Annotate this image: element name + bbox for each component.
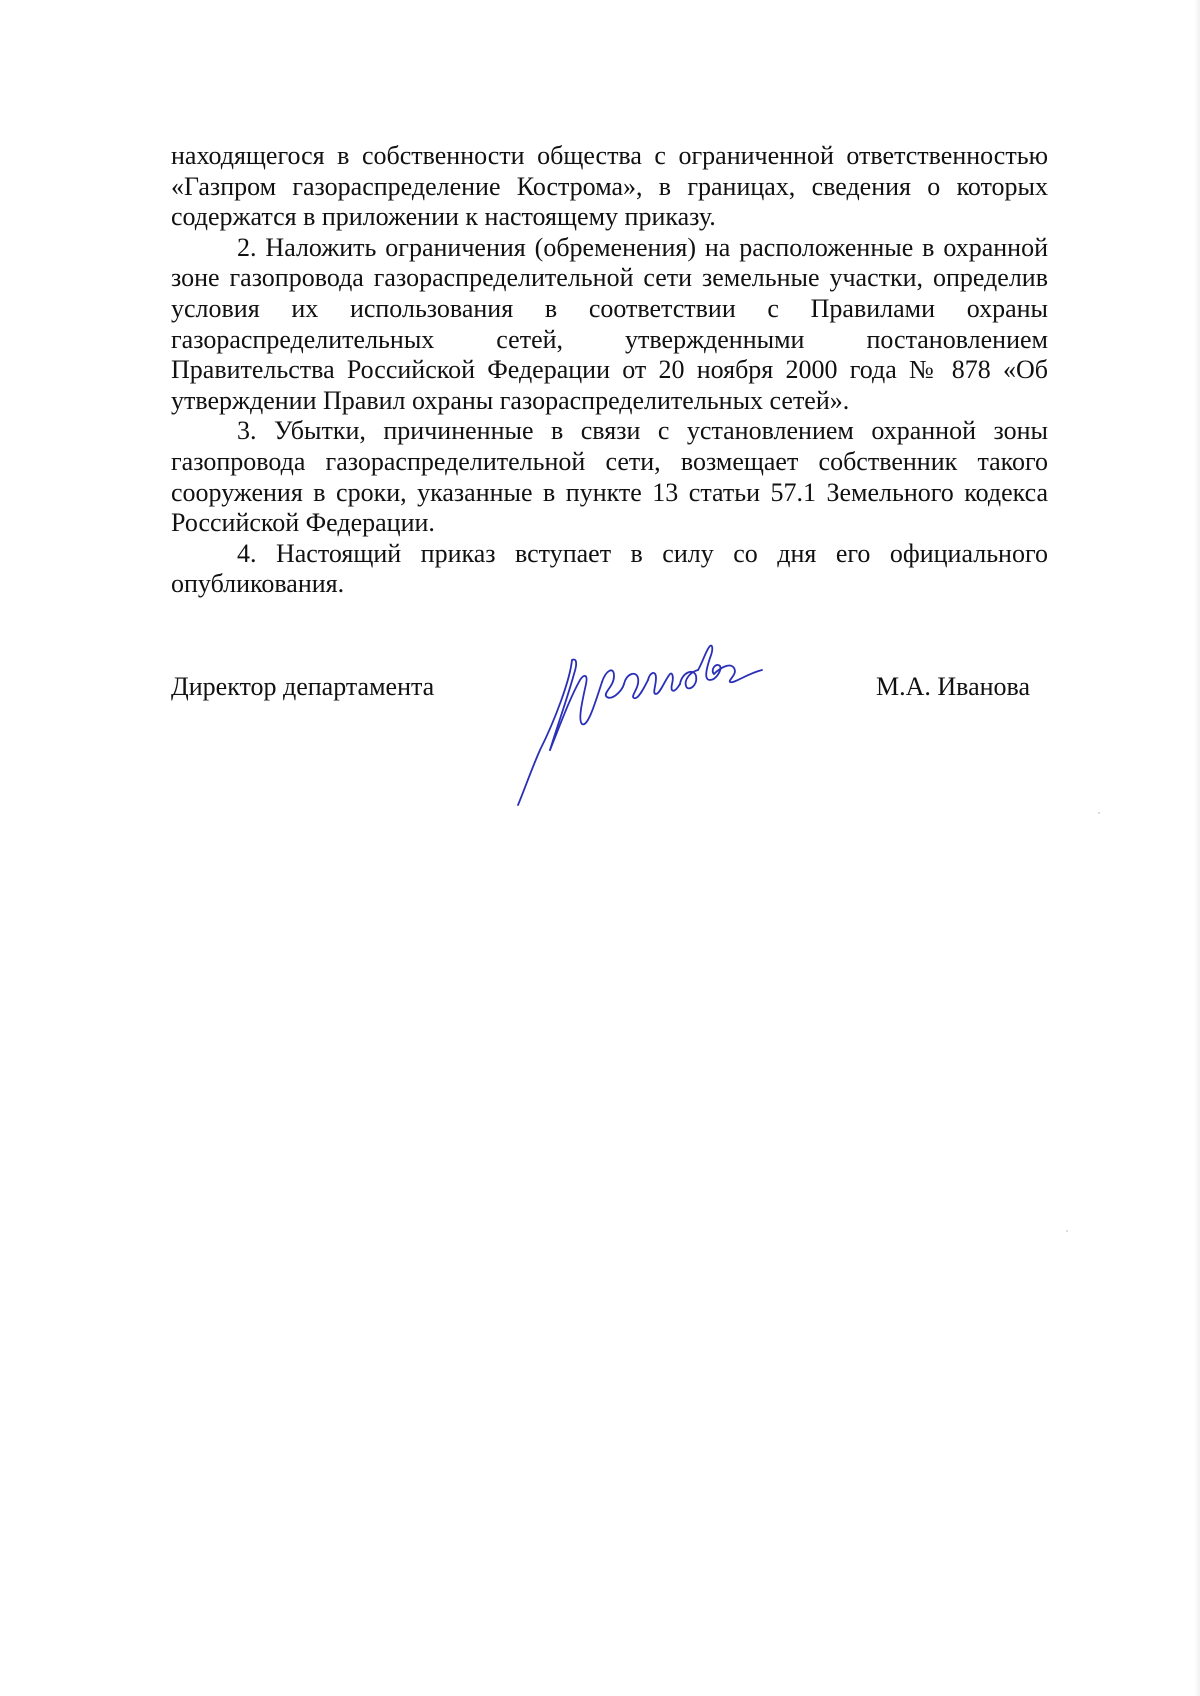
document-body <box>171 141 1048 600</box>
handwritten-signature <box>510 640 770 815</box>
paragraph-item-2: 2. Наложить ограничения (обременения) на расположенные в охранной зоне газопровода газораспределительной сети земельные участки, определив условия их использования в соответствии с Правилами охраны газораспределительных сетей, утвержденными постановлением Правительства Российской Федерации от 20 ноября 2000 года № 878 «Об утверждении Правил охраны газораспределительных сетей». <box>171 232 1048 415</box>
scan-speck <box>1098 812 1100 814</box>
paragraph-continuation: находящегося в собственности общества с ограниченной ответственностью «Газпром газораспределение Кострома», в границах, сведения о которых содержатся в приложении к настоящему приказу. <box>171 141 1048 232</box>
signatory-title: Директор департамента <box>171 672 435 701</box>
signatory-name: М.А. Иванова <box>876 672 1031 701</box>
scan-speck <box>1066 1230 1068 1232</box>
paragraph-item-4: 4. Настоящий приказ вступает в силу со дня его официального опубликования. <box>171 538 1048 599</box>
paragraph-item-3: 3. Убытки, причиненные в связи с установлением охранной зоны газопровода газораспределительной сети, возмещает собственник такого сооружения в сроки, указанные в пункте 13 статьи 57.1 Земельного кодекса Российской Федерации. <box>171 416 1048 538</box>
